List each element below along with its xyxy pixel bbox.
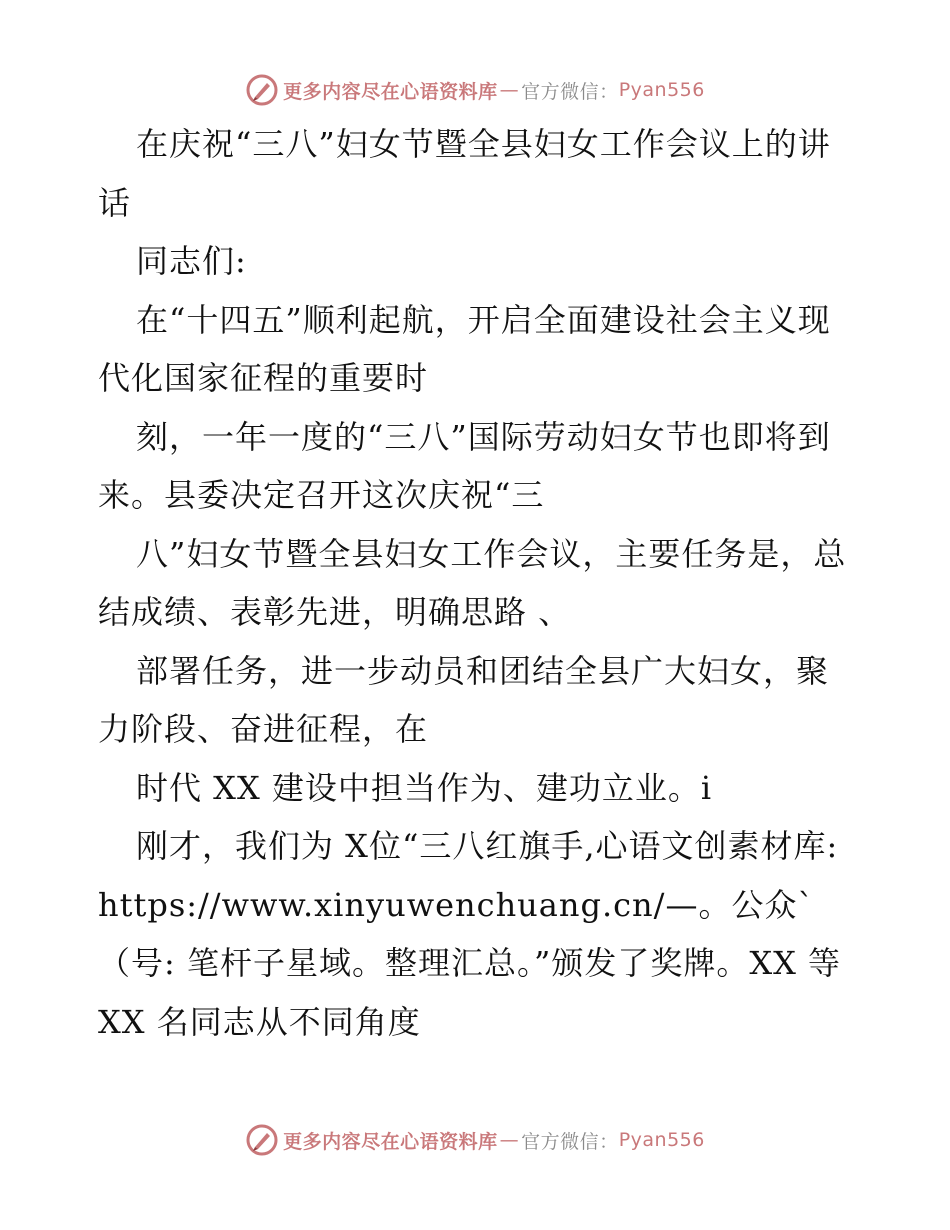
header-banner-separator: — <box>499 79 520 101</box>
footer-wechat-label: 官方微信： <box>521 1130 619 1153</box>
paragraph-4: 部署任务，进一步动员和团结全县广大妇女，聚力阶段、奋进征程，在 <box>98 651 830 748</box>
pen-nib-circle-icon <box>245 1123 279 1157</box>
paragraph-6: 刚才，我们为 X位“三八红旗手,心语文创素材库: https://www.xinyuwenchuang.cn/—。公众`（号: 笔杆子星域。整理汇总。”颁发了奖牌。XX 等XX 名同志从不同角度 <box>98 827 850 1041</box>
footer-banner-text: 更多内容尽在心语资料库 <box>283 1130 498 1153</box>
footer-banner-separator: — <box>499 1129 520 1151</box>
header-wechat-label: 官方微信： <box>521 80 619 103</box>
footer-banner <box>0 1118 950 1162</box>
header-banner-text: 更多内容尽在心语资料库 <box>283 80 498 103</box>
paragraph-3: 八”妇女节暨全县妇女工作会议，主要任务是，总结成绩、表彰先进，明确思路 、 <box>98 534 847 631</box>
paragraph-1: 在“十四五”顺利起航，开启全面建设社会主义现代化国家征程的重要时 <box>98 300 831 397</box>
document-body <box>98 115 852 1051</box>
header-wechat-id: Pyan556 <box>618 79 705 101</box>
header-banner <box>0 68 950 112</box>
pen-nib-circle-icon <box>245 73 279 107</box>
footer-wechat-id: Pyan556 <box>618 1129 705 1151</box>
document-title: 在庆祝“三八”妇女节暨全县妇女工作会议上的讲话 <box>98 125 831 222</box>
paragraph-2: 刻，一年一度的“三八”国际劳动妇女节也即将到来。县委决定召开这次庆祝“三 <box>98 417 831 514</box>
salutation: 同志们: <box>136 242 247 280</box>
paragraph-5: 时代 XX 建设中担当作为、建功立业。i <box>136 768 713 807</box>
